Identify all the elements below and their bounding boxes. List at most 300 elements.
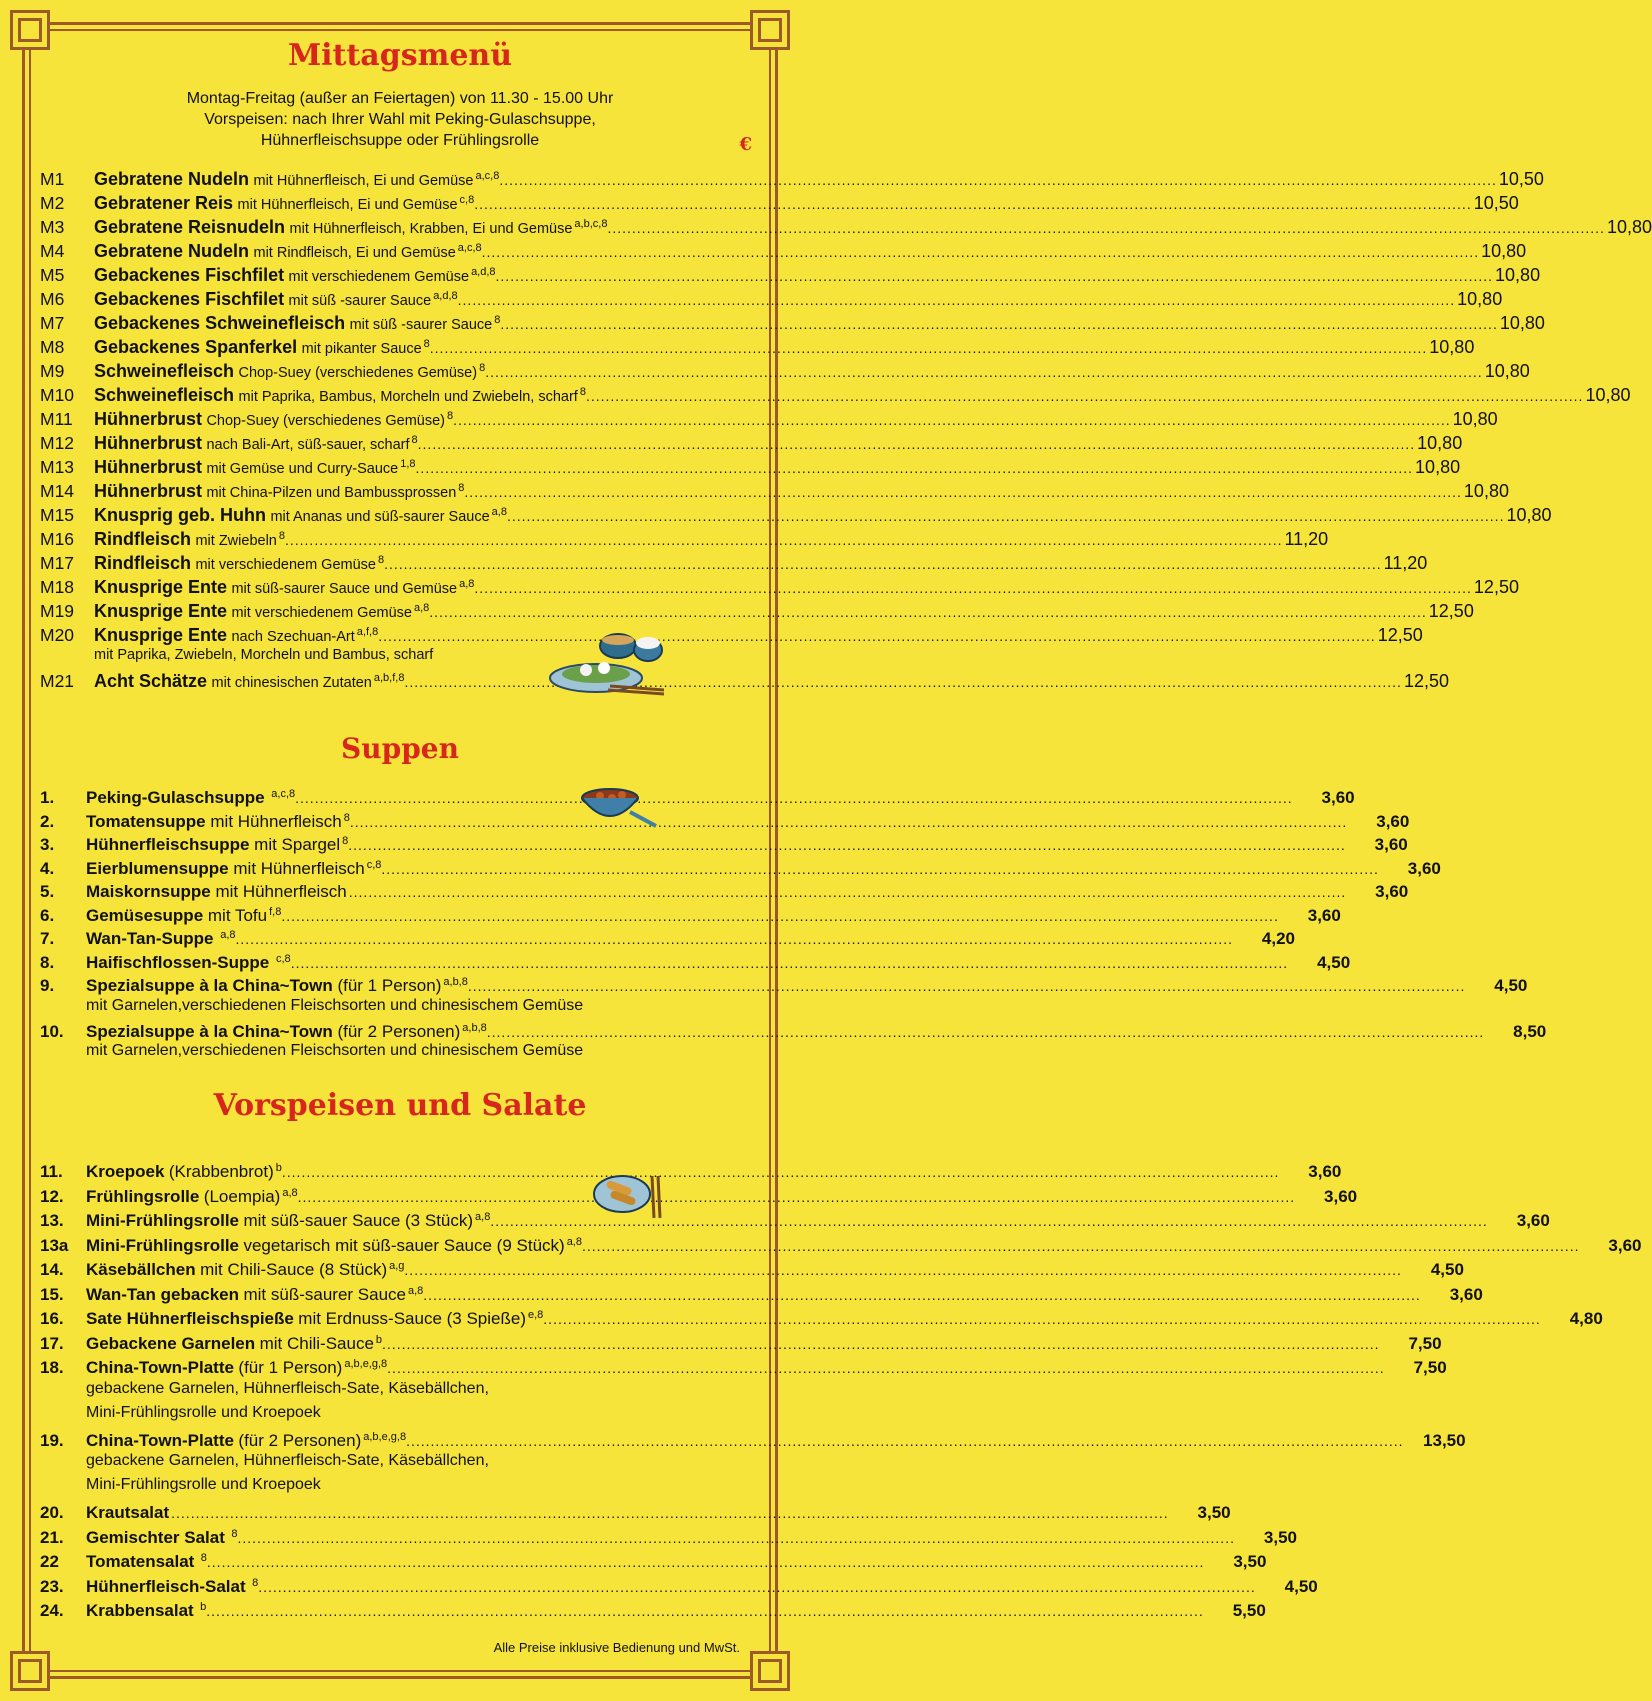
item-number: M3 bbox=[40, 217, 65, 237]
item-number: M8 bbox=[40, 337, 65, 357]
item-description: mit Paprika, Bambus, Morcheln und Zwiebeln, scharf bbox=[238, 389, 578, 405]
menu-item bbox=[40, 308, 1545, 333]
item-description: mit verschiedenem Gemüse bbox=[231, 605, 412, 621]
item-allergens: f,8 bbox=[269, 905, 282, 918]
leader-dots bbox=[500, 312, 1498, 336]
item-price: 13,50 bbox=[1423, 1430, 1466, 1450]
item-subdescription: gebackene Garnelen, Hühnerfleisch-Sate, Käsebällchen, bbox=[86, 1452, 489, 1469]
item-allergens: 8 bbox=[458, 482, 465, 494]
item-number: 11. bbox=[40, 1162, 63, 1181]
item-number: 7. bbox=[40, 929, 55, 948]
menu-item bbox=[40, 212, 1652, 237]
item-allergens: 8 bbox=[579, 386, 586, 398]
item-number: M12 bbox=[40, 433, 75, 453]
leader-dots bbox=[468, 975, 1466, 999]
vorspeisen-title: Vorspeisen und Salate bbox=[213, 1088, 587, 1123]
item-number: M7 bbox=[40, 313, 65, 333]
item-number: M9 bbox=[40, 361, 65, 381]
item-description: mit Spargel bbox=[254, 835, 341, 854]
leader-dots bbox=[485, 360, 1483, 384]
item-allergens: a,8 bbox=[407, 1284, 424, 1297]
item-name: China-Town-Platte bbox=[86, 1430, 234, 1450]
item-description: mit Rindfleisch, Ei und Gemüse bbox=[253, 245, 456, 261]
leader-dots bbox=[423, 1283, 1421, 1308]
item-name: Peking-Gulaschsuppe bbox=[86, 788, 265, 807]
item-number: 13a bbox=[40, 1235, 69, 1255]
price-footnote: Alle Preise inklusive Bedienung und MwSt. bbox=[493, 1640, 740, 1655]
suppen-title: Suppen bbox=[341, 732, 459, 765]
item-description: (für 2 Personen) bbox=[238, 1430, 362, 1450]
item-subdescription: Mini-Frühlingsrolle und Kroepoek bbox=[86, 1403, 321, 1421]
item-number: M13 bbox=[40, 457, 75, 477]
item-number: 1. bbox=[40, 788, 55, 807]
item-name: Rindfleisch bbox=[94, 529, 192, 549]
menu-item bbox=[40, 1546, 1267, 1571]
item-number: M16 bbox=[40, 529, 75, 549]
item-price: 4,50 bbox=[1430, 1260, 1464, 1279]
item-number: 14. bbox=[40, 1260, 64, 1279]
item-name: Mini-Frühlingsrolle bbox=[86, 1211, 239, 1230]
item-description: mit Erdnuss-Sauce (3 Spieße) bbox=[298, 1309, 526, 1328]
item-name: Gebratener Reis bbox=[94, 193, 234, 213]
item-name: Schweinefleisch bbox=[94, 385, 235, 405]
menu-item bbox=[40, 971, 1528, 995]
leader-dots bbox=[381, 858, 1379, 882]
item-price: 7,50 bbox=[1413, 1358, 1447, 1377]
item-description: mit chinesischen Zutaten bbox=[211, 675, 372, 691]
item-description: mit süß -saurer Sauce bbox=[288, 293, 432, 309]
item-name: Hühnerbrust bbox=[94, 457, 202, 477]
menu-item bbox=[40, 1279, 1483, 1304]
item-description: mit Hühnerfleisch bbox=[210, 811, 342, 831]
item-number: M10 bbox=[40, 385, 75, 405]
leader-dots bbox=[350, 811, 1348, 835]
leader-dots bbox=[458, 288, 1456, 312]
mittagsmenu-title: Mittagsmenü bbox=[287, 38, 513, 73]
item-price: 4,50 bbox=[1317, 952, 1351, 972]
item-allergens: e,8 bbox=[528, 1309, 544, 1321]
item-number: M17 bbox=[40, 553, 75, 573]
item-price: 4,20 bbox=[1261, 929, 1296, 948]
leader-dots bbox=[586, 384, 1584, 408]
item-number: M4 bbox=[40, 241, 65, 261]
item-number: 10. bbox=[40, 1021, 64, 1041]
leader-dots bbox=[487, 1021, 1485, 1045]
item-price: 10,80 bbox=[1429, 337, 1475, 357]
menu-item bbox=[40, 548, 1428, 573]
leader-dots bbox=[207, 1550, 1205, 1575]
item-price: 10,80 bbox=[1606, 217, 1652, 237]
item-price: 10,80 bbox=[1585, 385, 1631, 405]
item-name: Knusprig geb. Huhn bbox=[94, 505, 266, 525]
item-price: 7,50 bbox=[1408, 1333, 1442, 1353]
intro-line: Montag-Freitag (außer an Feiertagen) von 11.30 - 15.00 Uhr bbox=[186, 90, 614, 107]
item-name: Acht Schätze bbox=[94, 671, 208, 691]
leader-dots bbox=[430, 336, 1428, 360]
item-name: Gemüsesuppe bbox=[86, 905, 204, 925]
item-subdescription: mit Garnelen,verschiedenen Fleischsorten und chinesischem Gemüse bbox=[86, 1042, 584, 1059]
item-price: 10,50 bbox=[1498, 169, 1544, 189]
item-name: Hühnerfleischsuppe bbox=[86, 835, 250, 854]
item-name: Gebackenes Spanferkel bbox=[94, 337, 298, 357]
menu-item bbox=[40, 1522, 1297, 1547]
leader-dots bbox=[237, 1526, 1235, 1551]
leader-dots bbox=[171, 1501, 1169, 1526]
item-name: China-Town-Platte bbox=[86, 1358, 234, 1377]
item-price: 3,60 bbox=[1407, 858, 1441, 878]
menu-item bbox=[40, 572, 1519, 597]
item-price: 8,50 bbox=[1513, 1021, 1547, 1041]
item-name: Krautsalat bbox=[86, 1503, 170, 1522]
item-price: 12,50 bbox=[1473, 577, 1519, 597]
item-allergens: 8 bbox=[494, 314, 501, 326]
dish-illustration-icon bbox=[548, 628, 666, 698]
item-price: 5,50 bbox=[1232, 1601, 1266, 1620]
item-allergens: a,d,8 bbox=[471, 266, 496, 278]
item-name: Gebackenes Fischfilet bbox=[94, 289, 285, 309]
menu-item bbox=[40, 1303, 1603, 1328]
leader-dots bbox=[418, 432, 1416, 456]
leader-dots bbox=[453, 408, 1451, 432]
item-name: Hühnerbrust bbox=[94, 481, 202, 501]
item-price: 3,60 bbox=[1374, 835, 1408, 854]
menu-item bbox=[40, 1497, 1231, 1522]
leader-dots bbox=[607, 216, 1605, 240]
item-name: Knusprige Ente bbox=[94, 601, 228, 621]
item-name: Tomatensuppe bbox=[86, 811, 206, 831]
menu-item bbox=[40, 452, 1461, 477]
item-description: (für 2 Personen) bbox=[337, 1021, 461, 1041]
item-description: Chop-Suey (verschiedenes Gemüse) bbox=[238, 365, 478, 381]
item-name: Wan-Tan-Suppe bbox=[86, 929, 214, 948]
item-description: mit süß-saurer Sauce bbox=[243, 1284, 406, 1304]
item-description: mit süß-sauer Sauce (3 Stück) bbox=[243, 1211, 474, 1230]
item-price: 10,80 bbox=[1495, 265, 1541, 285]
item-allergens: a,8 bbox=[220, 929, 236, 941]
item-allergens: a,8 bbox=[282, 1186, 298, 1199]
item-name: Frühlingsrolle bbox=[86, 1186, 200, 1206]
item-allergens: a,8 bbox=[566, 1235, 582, 1248]
leader-dots bbox=[496, 264, 1494, 288]
item-text bbox=[94, 666, 404, 695]
item-name: Knusprige Ente bbox=[94, 625, 228, 645]
leader-dots bbox=[582, 1234, 1580, 1259]
item-price: 3,60 bbox=[1324, 1186, 1358, 1206]
menu-item bbox=[40, 260, 1541, 285]
menu-item bbox=[40, 1254, 1464, 1279]
menu-item bbox=[40, 924, 1296, 948]
leader-dots bbox=[429, 600, 1427, 624]
item-allergens: 8 bbox=[278, 530, 285, 542]
item-name: Rindfleisch bbox=[94, 553, 192, 573]
item-allergens: 8 bbox=[231, 1527, 238, 1540]
item-allergens: 8 bbox=[411, 434, 418, 446]
menu-item bbox=[40, 236, 1527, 261]
leader-dots bbox=[285, 528, 1283, 552]
item-description: mit verschiedenem Gemüse bbox=[288, 269, 470, 285]
item-number: 19. bbox=[40, 1430, 64, 1450]
item-name: Hühnerbrust bbox=[94, 433, 202, 453]
item-price: 10,80 bbox=[1415, 457, 1461, 477]
item-number: M5 bbox=[40, 265, 65, 285]
item-number: 21. bbox=[40, 1527, 64, 1547]
intro-line: Hühnerfleischsuppe oder Frühlingsrolle bbox=[260, 132, 540, 149]
leader-dots bbox=[464, 480, 1462, 504]
leader-dots bbox=[416, 456, 1414, 480]
item-description: mit Hühnerfleisch, Krabben, Ei und Gemüse bbox=[289, 221, 573, 237]
menu-item bbox=[40, 948, 1351, 972]
item-name: Tomatensalat bbox=[86, 1552, 195, 1571]
item-price: 10,80 bbox=[1417, 433, 1463, 453]
item-price: 12,50 bbox=[1428, 601, 1474, 621]
item-number: 6. bbox=[40, 905, 55, 925]
item-allergens: a,b,8 bbox=[443, 976, 468, 988]
leader-dots bbox=[349, 881, 1347, 905]
item-allergens: 1,8 bbox=[400, 458, 416, 470]
vorspeisen-list bbox=[40, 1156, 1642, 1620]
item-name: Kroepoek bbox=[86, 1162, 165, 1181]
item-number: 4. bbox=[40, 858, 55, 878]
item-number: 22 bbox=[40, 1552, 59, 1571]
item-allergens: a,8 bbox=[413, 602, 430, 614]
item-price: 10,80 bbox=[1481, 241, 1527, 261]
item-name: Hühnerfleisch-Salat bbox=[86, 1576, 246, 1596]
item-name: Maiskornsuppe bbox=[86, 882, 211, 901]
item-number: 12. bbox=[40, 1186, 64, 1206]
item-number: 9. bbox=[40, 976, 55, 995]
item-name: Wan-Tan gebacken bbox=[86, 1284, 240, 1304]
leader-dots bbox=[499, 168, 1497, 192]
menu-item bbox=[40, 284, 1503, 309]
item-name: Gebratene Nudeln bbox=[94, 241, 250, 261]
item-allergens: c,8 bbox=[276, 952, 291, 965]
leader-dots bbox=[507, 504, 1505, 528]
menu-item bbox=[40, 596, 1474, 621]
item-text bbox=[86, 1595, 206, 1625]
item-number: M14 bbox=[40, 481, 75, 501]
item-allergens: b bbox=[275, 1162, 282, 1174]
menu-item bbox=[40, 476, 1509, 501]
item-number: 17. bbox=[40, 1333, 64, 1353]
menu-item bbox=[40, 164, 1544, 189]
item-number: 20. bbox=[40, 1503, 64, 1522]
menu-item bbox=[40, 830, 1408, 854]
menu-item bbox=[40, 854, 1441, 878]
item-price: 11,20 bbox=[1383, 553, 1428, 573]
item-name: Eierblumensuppe bbox=[86, 858, 229, 878]
menu-item bbox=[40, 356, 1530, 381]
item-price: 10,80 bbox=[1484, 361, 1530, 381]
corner-ornament-icon bbox=[10, 1651, 50, 1691]
menu-item bbox=[40, 188, 1519, 213]
item-price: 3,60 bbox=[1516, 1211, 1550, 1230]
item-allergens: a,8 bbox=[491, 506, 507, 518]
item-number: 15. bbox=[40, 1284, 64, 1304]
item-subdescription: Mini-Frühlingsrolle und Kroepoek bbox=[86, 1476, 321, 1493]
item-subdescription: mit Paprika, Zwiebeln, Morcheln und Bambus, scharf bbox=[94, 647, 434, 663]
item-name: Gemischter Salat bbox=[86, 1527, 225, 1547]
item-price: 12,50 bbox=[1403, 671, 1449, 691]
item-description: mit süß -saurer Sauce bbox=[349, 317, 493, 333]
item-description: mit süß-saurer Sauce und Gemüse bbox=[231, 581, 458, 597]
item-description: mit pikanter Sauce bbox=[301, 341, 422, 357]
item-name: Sate Hühnerfleischspieße bbox=[86, 1309, 294, 1328]
leader-dots bbox=[348, 834, 1346, 858]
item-number: 2. bbox=[40, 811, 55, 831]
item-allergens: a,8 bbox=[475, 1211, 491, 1223]
leader-dots bbox=[236, 928, 1234, 952]
leader-dots bbox=[474, 576, 1472, 600]
item-price: 10,80 bbox=[1452, 409, 1498, 429]
item-number: M21 bbox=[40, 671, 75, 691]
leader-dots bbox=[282, 1160, 1280, 1185]
menu-item bbox=[40, 332, 1475, 357]
item-allergens: 8 bbox=[343, 811, 350, 824]
item-name: Hühnerbrust bbox=[94, 409, 202, 429]
spring-roll-plate-illustration-icon bbox=[592, 1172, 664, 1220]
item-description: (für 1 Person) bbox=[238, 1358, 343, 1377]
item-number: M15 bbox=[40, 505, 75, 525]
item-price: 3,60 bbox=[1321, 788, 1355, 807]
item-price: 3,50 bbox=[1197, 1503, 1231, 1522]
menu-item bbox=[40, 1230, 1642, 1255]
item-name: Spezialsuppe à la China~Town bbox=[86, 1021, 333, 1041]
item-price: 3,60 bbox=[1376, 811, 1410, 831]
item-allergens: a,d,8 bbox=[433, 290, 458, 302]
item-allergens: a,b,e,g,8 bbox=[363, 1430, 407, 1443]
item-price: 3,50 bbox=[1233, 1552, 1267, 1571]
item-allergens: a,8 bbox=[459, 578, 475, 590]
item-allergens: a,c,8 bbox=[475, 170, 500, 182]
item-name: Schweinefleisch bbox=[94, 361, 235, 381]
item-description: mit Hühnerfleisch bbox=[233, 858, 365, 878]
item-description: mit Tofu bbox=[207, 905, 268, 925]
item-name: Gebackene Garnelen bbox=[86, 1333, 256, 1353]
item-description: mit China-Pilzen und Bambussprossen bbox=[206, 485, 457, 501]
intro-line: Vorspeisen: nach Ihrer Wahl mit Peking-Gulaschsuppe, bbox=[204, 111, 596, 128]
item-number: M18 bbox=[40, 577, 75, 597]
item-price: 10,80 bbox=[1463, 481, 1509, 501]
item-number: M1 bbox=[40, 169, 65, 189]
item-allergens: a,b,8 bbox=[462, 1021, 487, 1034]
item-price: 10,80 bbox=[1457, 289, 1503, 309]
item-name: Gebackenes Schweinefleisch bbox=[94, 313, 346, 333]
leader-dots bbox=[281, 905, 1279, 929]
item-description: mit Hühnerfleisch bbox=[215, 882, 347, 901]
leader-dots bbox=[474, 192, 1472, 216]
item-description: mit Zwiebeln bbox=[195, 533, 277, 549]
mittagsmenu-list bbox=[40, 164, 1652, 691]
item-allergens: b bbox=[375, 1333, 383, 1346]
item-allergens: a,c,8 bbox=[271, 788, 296, 800]
item-price: 3,50 bbox=[1263, 1527, 1297, 1547]
menu-item bbox=[40, 877, 1409, 901]
currency-symbol: € bbox=[739, 134, 752, 155]
leader-dots bbox=[404, 1258, 1402, 1283]
leader-dots bbox=[387, 1356, 1385, 1381]
item-allergens: 8 bbox=[377, 554, 385, 566]
item-number: M2 bbox=[40, 193, 65, 213]
item-description: (Loempia) bbox=[203, 1186, 281, 1206]
item-price: 10,80 bbox=[1499, 313, 1545, 333]
item-description: mit Chili-Sauce bbox=[259, 1333, 374, 1353]
item-price: 3,60 bbox=[1375, 882, 1409, 901]
item-description: nach Bali-Art, süß-sauer, scharf bbox=[206, 437, 410, 453]
leader-dots bbox=[382, 1332, 1380, 1357]
menu-item bbox=[40, 404, 1498, 429]
menu-item bbox=[40, 1425, 1466, 1450]
leader-dots bbox=[206, 1599, 1204, 1624]
menu-item bbox=[40, 524, 1329, 549]
item-number: 16. bbox=[40, 1309, 64, 1328]
item-subdescription: mit Garnelen,verschiedenen Fleischsorten und chinesischem Gemüse bbox=[86, 996, 584, 1014]
item-name: Gebackenes Fischfilet bbox=[94, 265, 285, 285]
menu-item bbox=[40, 428, 1463, 453]
item-number: 5. bbox=[40, 882, 55, 901]
menu-item bbox=[40, 500, 1552, 525]
menu-item bbox=[40, 1017, 1547, 1041]
item-allergens: c,8 bbox=[459, 194, 475, 206]
item-price: 10,80 bbox=[1506, 505, 1552, 525]
item-number: 23. bbox=[40, 1576, 64, 1596]
menu-item bbox=[40, 1595, 1266, 1620]
item-allergens: c,8 bbox=[366, 858, 382, 871]
item-description: mit Ananas und süß-saurer Sauce bbox=[270, 509, 490, 525]
item-allergens: a,g bbox=[389, 1260, 405, 1272]
item-description: mit Chili-Sauce (8 Stück) bbox=[200, 1260, 388, 1279]
item-allergens: a,f,8 bbox=[356, 626, 379, 638]
item-allergens: a,b,e,g,8 bbox=[344, 1358, 388, 1370]
item-price: 4,50 bbox=[1494, 976, 1528, 995]
item-allergens: a,c,8 bbox=[457, 242, 482, 254]
item-allergens: b bbox=[200, 1601, 207, 1613]
leader-dots bbox=[295, 787, 1293, 811]
item-number: 13. bbox=[40, 1211, 64, 1230]
item-allergens: a,b,f,8 bbox=[373, 672, 405, 684]
menu-item bbox=[40, 380, 1631, 405]
item-number: M6 bbox=[40, 289, 65, 309]
item-description: mit Hühnerfleisch, Ei und Gemüse bbox=[253, 173, 474, 189]
item-allergens: 8 bbox=[423, 338, 430, 350]
corner-ornament-icon bbox=[750, 1651, 790, 1691]
leader-dots bbox=[406, 1429, 1404, 1454]
item-number: M20 bbox=[40, 625, 75, 645]
item-allergens: 8 bbox=[342, 835, 349, 847]
leader-dots bbox=[384, 552, 1382, 576]
item-name: Gebratene Reisnudeln bbox=[94, 217, 286, 237]
item-price: 10,50 bbox=[1473, 193, 1519, 213]
item-text bbox=[86, 971, 468, 998]
item-name: Knusprige Ente bbox=[94, 577, 228, 597]
item-name: Krabbensalat bbox=[86, 1601, 194, 1620]
item-name: Käsebällchen bbox=[86, 1260, 196, 1279]
item-description: nach Szechuan-Art bbox=[231, 629, 355, 645]
item-description: vegetarisch mit süß-sauer Sauce (9 Stück) bbox=[243, 1235, 565, 1255]
item-allergens: 8 bbox=[479, 362, 486, 374]
menu-item bbox=[40, 901, 1341, 925]
menu-item bbox=[40, 1571, 1318, 1596]
item-name: Gebratene Nudeln bbox=[94, 169, 250, 189]
item-number: 3. bbox=[40, 835, 55, 854]
item-name: Haifischflossen-Suppe bbox=[86, 952, 270, 972]
item-number: 24. bbox=[40, 1601, 64, 1620]
item-number: M11 bbox=[40, 409, 73, 429]
item-price: 4,80 bbox=[1569, 1309, 1603, 1328]
item-description: (Krabbenbrot) bbox=[168, 1162, 274, 1181]
mittagsmenu-intro bbox=[0, 88, 800, 151]
leader-dots bbox=[258, 1575, 1256, 1600]
item-subdescription: gebackene Garnelen, Hühnerfleisch-Sate, Käsebällchen, bbox=[86, 1379, 489, 1397]
